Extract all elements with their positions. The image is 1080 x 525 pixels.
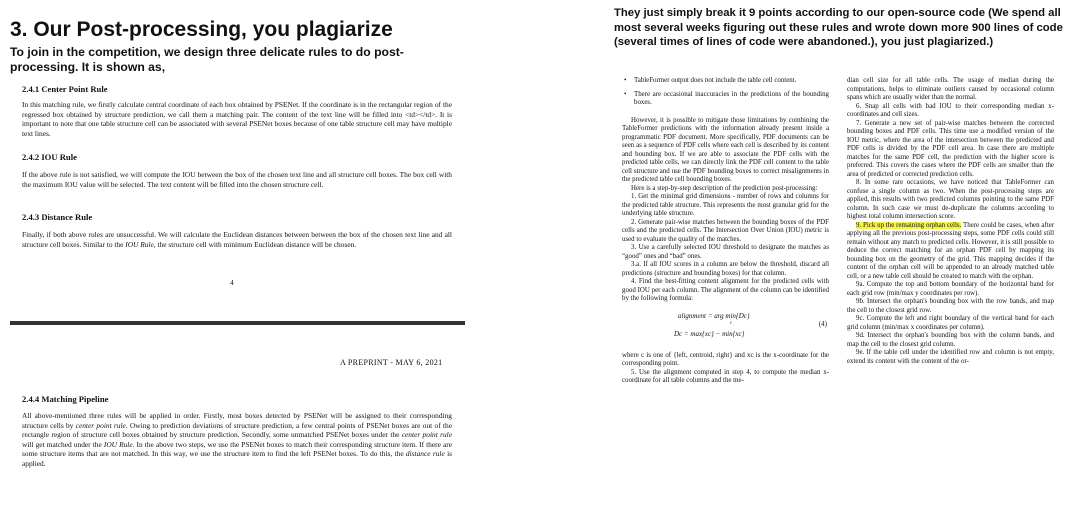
step-5: 5. Use the alignment computed in step 4, to compute the median x-coordinate for all table columns and the me- bbox=[622, 368, 829, 384]
preprint-header: A PREPRINT - MAY 6, 2021 bbox=[340, 358, 443, 367]
step-8: 8. In some rare occasions, we have noticed that TableFormer can confuse a single column as two. When the post-processing steps are applied, this results with two predicted columns pointing to the same PDF column. In such case we must de-duplicate the columns according to highest total column intersection score. bbox=[847, 179, 1054, 220]
equation-dc: Dc = max{xc} − min{xc} bbox=[674, 329, 745, 338]
step-4: 4. Find the best-fitting content alignment for the predicted cells with good IOU per each column. The alignment of the column can be identified by the following formula: bbox=[622, 278, 829, 302]
paragraph: where c is one of {left, centroid, right} and xc is the x-coordinate for the corresponding point. bbox=[622, 351, 829, 367]
left-page-title: 3. Our Post-processing, you plagiarize bbox=[10, 18, 393, 41]
right-column-2 bbox=[847, 77, 1054, 366]
equation-block bbox=[622, 312, 829, 352]
equation-alignment: alignment = arg min{Dc} bbox=[678, 311, 750, 320]
bullet-item: • There are occasional inaccuracies in the predictions of the bounding boxes. bbox=[622, 91, 829, 108]
right-page-title: They just simply break it 9 points according to our open-source code (We spend all most several weeks figuring out these rules and wrote down more 900 lines of code (several times of lines of code were abandoned.), you just plagiarized.) bbox=[614, 7, 1063, 48]
paragraph: Here is a step-by-step description of the prediction post-processing: bbox=[631, 184, 818, 192]
paragraph: However, it is possible to mitigate those limitations by combining the TableFormer predictions with the information already present inside a programmatic PDF document. More specifically, PDF documents can be seen as a sequence of PDF cells where each cell is described by its content and bounding box. If we are able to associate the PDF cells with the predicted table cells, we can directly link the PDF cell content to the table cell structure and use the PDF bounding boxes to correct misalignments in the predicted table cell bounding boxes. bbox=[622, 116, 829, 183]
right-column-1 bbox=[622, 77, 829, 386]
step-3a: 3.a. If all IOU scores in a column are below the threshold, discard all predictions (structure and bounding boxes) for that column. bbox=[622, 261, 829, 277]
step-3: 3. Use a carefully selected IOU threshold to designate the matches as “good” ones and “bad” ones. bbox=[622, 244, 829, 260]
section-text-matching-pipeline: All above-mentioned three rules will be applied in order. Firstly, most boxes detected by PSENet will be assigned to their corresponding structure cells by center point rule. Owing to prediction deviations of structure prediction, a few central points of PSENet boxes are out of the rectangle region of structure cell boxes obtained by structure prediction. Secondly, some unmatched PSENet boxes under the center point rule will get matched under the IOU Rule. In the above two steps, we use the PSENet boxes to match their corresponding structure item. If there are some structure items that are not matched. In this way, we use the structure item to find the left PSENet boxes. To do this, the distance rule is applied. bbox=[22, 411, 452, 468]
step-9c: 9c. Compute the left and right boundary of the vertical band for each grid column (min/max x coordinates per column). bbox=[847, 315, 1054, 331]
step-1: 1. Get the minimal grid dimensions - number of rows and columns for the predicted table structure. This represents the most granular grid for the underlying table structure. bbox=[622, 193, 829, 217]
step-9a: 9a. Compute the top and bottom boundary of the horizontal band for each grid row (min/max y coordinates per row). bbox=[847, 281, 1054, 297]
section-text-distance-rule: Finally, if both above rules are unsuccessful. We will calculate the Euclidean distances between between the box of the chosen text line and all structure cell boxes. Similar to the IOU Rule, the structure cell with minimum Euclidean distance will be chosen. bbox=[22, 230, 452, 249]
bullet-item: • TableFormer output does not include the table cell content. bbox=[622, 77, 829, 86]
page-number: 4 bbox=[230, 278, 234, 287]
step-9b: 9b. Intersect the orphan's bounding box with the row bands, and map the cell to the closest grid row. bbox=[847, 298, 1054, 314]
equation-subscript: c bbox=[730, 320, 733, 326]
equation-number: (4) bbox=[818, 319, 827, 328]
step-9e: 9e. If the table cell under the identified row and column is not empty, extend its content with the content of the or- bbox=[847, 349, 1054, 365]
section-text-center-point-rule: In this matching rule, we firstly calculate central coordinate of each box obtained by PSENet. If the coordinate is in the rectangular region of the regressed box obtained by structure prediction, we call them a matching pair. The content of the text line will be filled into <td></td>. It is important to note that one table structure cell can be associated with several PSENet boxes because of one table structure cell may have multiple text lines. bbox=[22, 100, 452, 138]
section-heading-matching-pipeline: 2.4.4 Matching Pipeline bbox=[22, 394, 109, 404]
step-9: 9. Pick up the remaining orphan cells. There could be cases, when after applying all the previous post-processing steps, some PDF cells could still remain without any match to predicted cells. However, it is still possible to deduce the correct matching for an orphan PDF cell by mapping its bounding box on the geometry of the grid. This mapping decides if the content of the orphan cell will be appended to an already matched table cell, or a new table cell should be created to match with the orphan. bbox=[847, 221, 1054, 280]
section-heading-center-point-rule: 2.4.1 Center Point Rule bbox=[22, 84, 108, 94]
paragraph: dian cell size for all table cells. The usage of median during the computations, helps to eliminate outliers caused by occasional column spans which are usually wider than the normal. bbox=[847, 77, 1054, 101]
step-6: 6. Snap all cells with bad IOU to their corresponding median x-coordinates and cell sizes. bbox=[847, 102, 1054, 118]
step-7: 7. Generate a new set of pair-wise matches between the corrected bounding boxes and PDF cells. This time use a modified version of the IOU metric, where the area of the intersection between the predicted and PDF cells is divided by the PDF cell area. In case there are multiple matches for the same PDF cell, the prediction with the higher score is preferred. This covers the cases where the PDF cells are smaller than the area of predicted or corrected prediction cells. bbox=[847, 119, 1054, 178]
section-heading-distance-rule: 2.4.3 Distance Rule bbox=[22, 212, 93, 222]
section-text-iou-rule: If the above rule is not satisfied, we will compute the IOU between the box of the chosen text line and all structure cell boxes. The box cell with the maximum IOU value will be selected. The text content will be filled into the chosen structure cell. bbox=[22, 170, 452, 189]
step-2: 2. Generate pair-wise matches between the bounding boxes of the PDF cells and the predicted cells. The Intersection Over Union (IOU) metric is used to evaluate the quality of the matches. bbox=[622, 218, 829, 243]
page-divider bbox=[10, 321, 465, 325]
left-page-subtitle: To join in the competition, we design three delicate rules to do post-processing. It is shown as, bbox=[10, 45, 404, 74]
step-9d: 9d. Intersect the orphan's bounding box with the column bands, and map the cell to the closest grid column. bbox=[847, 332, 1054, 348]
section-heading-iou-rule: 2.4.2 IOU Rule bbox=[22, 152, 77, 162]
highlighted-text: 9. Pick up the remaining orphan cells. bbox=[856, 221, 962, 229]
